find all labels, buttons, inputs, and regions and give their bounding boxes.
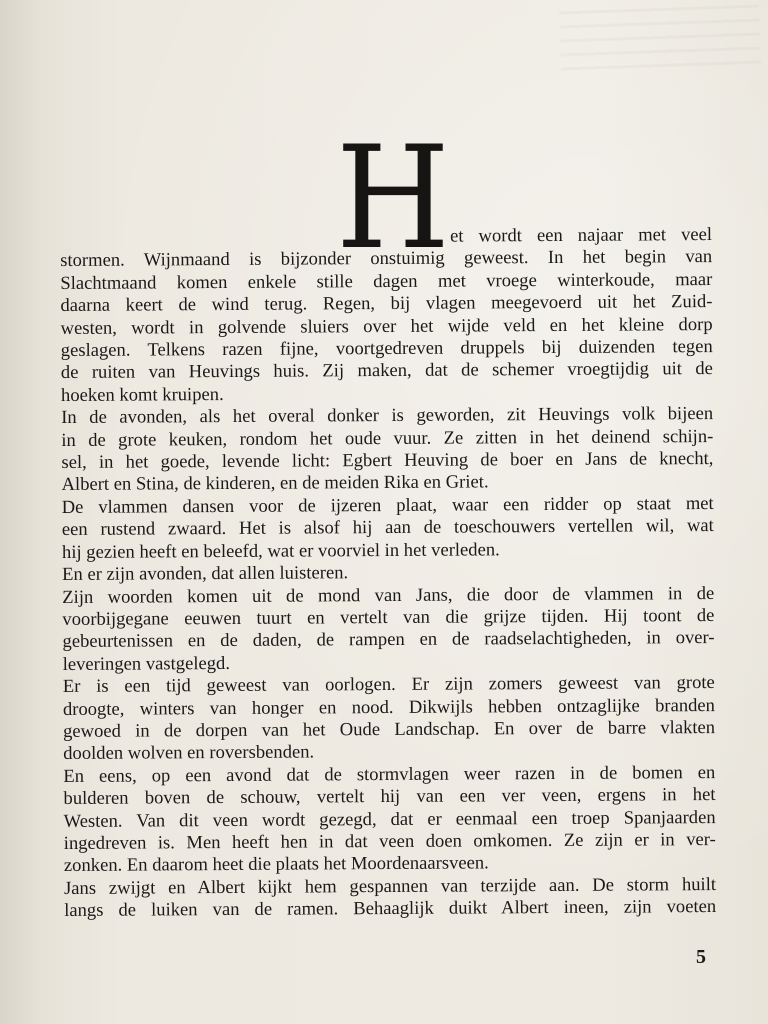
text-line: En er zijn avonden, dat allen luisteren. [62,562,349,586]
body-text [60,224,716,923]
text-line: in de grote keuken, rondom het oude vuur. Ze zitten in het deinend schijn- [61,425,714,451]
text-line: In de avonden, als het overal donker is geworden, zit Heuvings volk bijeen [61,403,714,429]
text-line: Slachtmaand komen enkele stille dagen met vroege winterkoude, maar [60,268,713,294]
text-line: de ruiten van Heuvings huis. Zij maken, dat de schemer vroegtijdig uit de [60,358,713,384]
page-number: 5 [696,946,706,968]
text-line: sel, in het goede, levende licht: Egbert Heuving de boer en Jans de knecht, [61,448,714,474]
text-line: Er is een tijd geweest van oorlogen. Er zijn zomers geweest van grote [62,672,715,698]
text-line: Zijn woorden komen uit de mond van Jans, die door de vlammen in de [62,582,715,608]
text-line: droogte, winters van honger en nood. Dikwijls hebben ontzaglijke branden [62,694,715,720]
show-through-text [559,5,761,72]
text-line: langs de luiken van de ramen. Behaaglijk duikt Albert ineen, zijn voeten [64,896,717,922]
text-line: westen, wordt in golvende sluiers over het wijde veld en het kleine dorp [60,313,713,339]
text-line: gewoed in de dorpen van het Oude Landschap. En over de barre vlakten [63,716,716,742]
text-line: Jans zwijgt en Albert kijkt hem gespannen van terzijde aan. De storm huilt [63,873,717,899]
text-line: leveringen vastgelegd. [62,652,231,675]
text-line: hij gezien heeft en beleefd, wat er voorviel in het verleden. [61,539,500,563]
text-line: een rustend zwaard. Het is alsof hij aan de toeschouwers vertellen wil, wat [61,515,714,541]
text-line: Westen. Van dit veen wordt gezegd, dat er eenmaal een troep Spanjaarden [63,806,716,832]
text-line: Albert en Stina, de kinderen, en de meiden Rika en Griet. [61,471,489,496]
text-line: De vlammen dansen voor de ijzeren plaat, waar een ridder op staat met [61,492,714,518]
text-line: voorbijgegane eeuwen tuurt en vertelt van die grijze tijden. Hij toont de [62,604,715,630]
text-line: bulderen boven de schouw, vertelt hij van een ver veen, ergens in het [63,784,716,810]
text-line: geslagen. Telkens razen fijne, voortgedreven druppels bij duizenden tegen [60,336,713,362]
text-line: et wordt een najaar met veel [449,224,713,247]
text-line: stormen. Wijnmaand is bijzonder onstuimig geweest. In het begin van [60,246,713,272]
text-line: gebeurtenissen en de daden, de rampen en de raadselachtigheden, in over- [62,627,715,653]
text-line: ingedreven is. Men heeft hen in dat veen doen omkomen. Ze zijn er in ver- [63,828,716,854]
drop-cap-initial: H [336,116,449,281]
text-line: zonken. En daarom heet die plaats het Moordenaarsveen. [63,852,489,877]
text-line: daarna keert de wind terug. Regen, bij vlagen meegevoerd uit het Zuid- [60,291,713,317]
text-line: doolden wolven en roversbenden. [63,741,315,765]
text-line: hoeken komt kruipen. [60,383,224,406]
text-line: En eens, op een avond dat de stormvlagen weer razen in de bomen en [63,761,716,787]
